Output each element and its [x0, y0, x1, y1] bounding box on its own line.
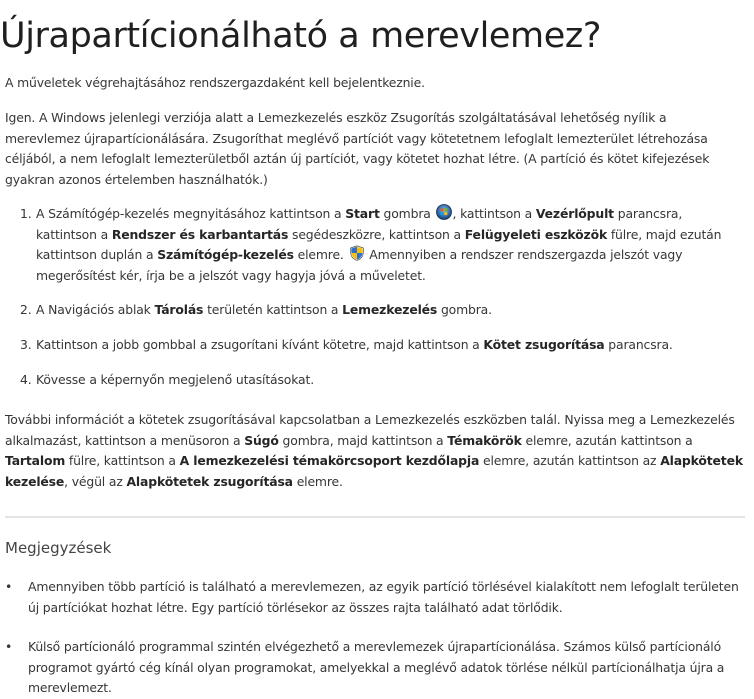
admin-tools-label: Felügyeleti eszközök [464, 226, 608, 242]
page-title: Újrapartícionálható a merevlemez? [0, 16, 602, 56]
step-2 [20, 300, 745, 321]
step-text: A Számítógép-kezelés megnyitásához kattintson a Start gombra , kattintson a Vezérlőpult parancsra, kattintson a Rendszer és karbantartás segédeszközre, kattintson a Felügyeleti eszközök fülre, majd ezután kattintson duplán a Számítógép-kezelés elemre. Amennyiben a rendszer rendszergazda jelszót vagy megerősítést kér, írja be a jelszót vagy hagyja jóvá a műveletet. [36, 206, 722, 283]
step-4 [20, 370, 745, 391]
topic-home-label: A lemezkezelési témakörcsoport kezdőlapja [179, 453, 480, 468]
storage-label: Tárolás [154, 302, 204, 317]
step-1 [20, 204, 745, 286]
step-text: Kövesse a képernyőn megjelenő utasításokat. [36, 372, 314, 387]
start-label: Start [345, 206, 380, 221]
note-item-1 [5, 577, 745, 618]
system-maintenance-label: Rendszer és karbantartás [111, 226, 289, 242]
windows-start-orb-icon[interactable] [436, 204, 452, 220]
uac-shield-icon [349, 245, 365, 261]
contents-tab-label: Tartalom [5, 453, 66, 468]
bullet-icon: • [5, 579, 13, 594]
disk-management-label: Lemezkezelés [342, 302, 438, 317]
bullet-icon: • [5, 639, 13, 654]
note-text: Külső partícionáló programmal szintén elvégezhető a merevlemezek újrapartícionálása. Számos külső partícionáló programot gyártó cég kínál olyan programokat, amelyekkal a meglévő adatok törlése nélkül partícionálhatja újra a merevlemezt. [28, 639, 725, 695]
computer-management-label: Számítógép-kezelés [157, 247, 294, 262]
step-number: 2. [20, 302, 32, 317]
step-3 [20, 335, 745, 356]
step-number: 1. [20, 206, 32, 221]
notes-heading: Megjegyzések [5, 539, 112, 557]
shrink-basic-volume-label: Alapkötetek zsugorítása [126, 473, 293, 489]
shrink-volume-label: Kötet zsugorítása [483, 337, 605, 352]
step-text: A Navigációs ablak Tárolás területén kattintson a Lemezkezelés gombra. [36, 302, 492, 317]
intro-paragraph: Igen. A Windows jelenlegi verziója alatt a Lemezkezelés eszköz Zsugorítás szolgáltatásával lehetőség nyílik a merevlemez újrapartícionálására. Zsugoríthat meglévő partíciót vagy kötetetnem lefoglalt lemezterület létrehozása céljából, a nem lefoglalt lemezterületből aztán új partíciót, vagy kötetet hozhat létre. (A partíció és kötet kifejezések gyakran azonos értelemben használhatók.) [5, 110, 710, 187]
manage-basic-volumes-label: Alapkötetek kezelése [5, 453, 743, 489]
step-number: 3. [20, 337, 32, 352]
help-menu-label: Súgó [244, 432, 279, 448]
topics-label: Témakörök [447, 432, 522, 448]
step-number: 4. [20, 372, 32, 387]
note-item-2 [5, 637, 745, 699]
admin-note: A műveletek végrehajtásához rendszergazdaként kell bejelentkeznie. [5, 75, 425, 90]
note-text: Amennyiben több partíció is található a merevlemezen, az egyik partíció törlésével kialakított nem lefoglalt területen új partíciókat hozhat létre. Egy partíció törlésekor az összes rajta található adat törlődik. [28, 579, 739, 615]
more-info-paragraph: További információt a kötetek zsugorításával kapcsolatban a Lemezkezelés eszközben talál. Nyissa meg a Lemezkezelés alkalmazást, kattintson a menüsoron a Súgó gombra, majd kattintson a Témakörök elemre, azután kattintson a Tartalom fülre, kattintson a A lemezkezelési témakörcsoport kezdőlapja elemre, azután kattintson az Alapkötetek kezelése, végül az Alapkötetek zsugorítása elemre. [5, 412, 743, 489]
step-text: Kattintson a jobb gombbal a zsugorítani kívánt kötetre, majd kattintson a Kötet zsugorítása parancsra. [36, 337, 673, 352]
control-panel-label: Vezérlőpult [535, 206, 614, 221]
section-divider [5, 516, 745, 518]
